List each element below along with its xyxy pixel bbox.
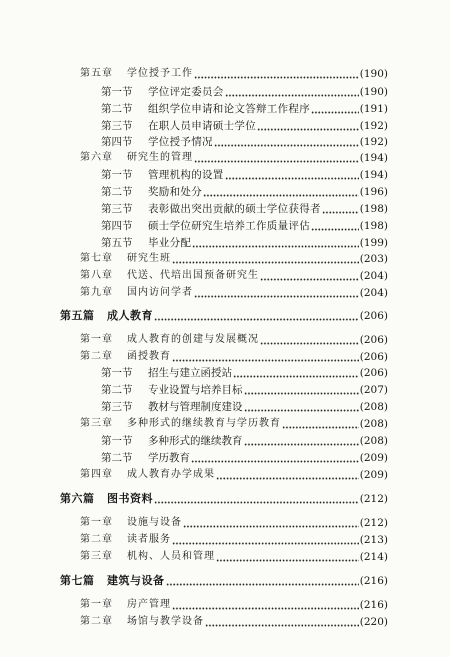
dot-leader xyxy=(214,142,359,148)
dot-leader xyxy=(216,475,359,481)
entry-title: 表彰做出突出贡献的硕士学位获得者 xyxy=(148,203,321,215)
toc-entry-section xyxy=(101,201,388,217)
entry-number: 第一节 xyxy=(101,169,133,181)
entry-number: 第四节 xyxy=(101,220,133,232)
toc-entry-chapter xyxy=(80,251,388,267)
entry-number: 第三节 xyxy=(101,401,133,413)
entry-number: 第一节 xyxy=(101,86,133,98)
toc-entry-chapterL xyxy=(80,332,388,348)
entry-page-number: (206) xyxy=(359,310,388,322)
entry-page-number: (216) xyxy=(359,599,388,611)
entry-title: 学位评定委员会 xyxy=(148,86,224,98)
dot-leader xyxy=(225,175,359,181)
dot-leader xyxy=(311,226,359,232)
entry-title: 成人教育的创建与发展概况 xyxy=(127,334,259,345)
entry-number: 第一章 xyxy=(80,334,113,345)
entry-page-number: (209) xyxy=(359,469,388,481)
toc-entry-chapterL xyxy=(80,349,388,365)
dot-leader xyxy=(194,74,359,80)
toc-entry-sectionL xyxy=(101,382,388,398)
entry-number: 第二章 xyxy=(80,351,113,362)
dot-leader xyxy=(225,92,359,98)
entry-number: 第二节 xyxy=(101,186,133,198)
entry-number: 第二节 xyxy=(101,384,133,396)
toc-entry-chapterL xyxy=(80,515,388,531)
entry-page-number: (207) xyxy=(359,384,388,396)
dot-leader xyxy=(257,126,359,132)
entry-page-number: (208) xyxy=(359,418,388,430)
dot-leader xyxy=(282,424,359,430)
entry-page-number: (190) xyxy=(359,86,388,98)
toc-entry-section xyxy=(101,84,388,100)
entry-title: 奖励和处分 xyxy=(148,186,202,198)
entry-page-number: (208) xyxy=(359,435,388,447)
toc-entry-chapterL xyxy=(80,532,388,548)
toc-entry-section xyxy=(101,101,388,117)
entry-title: 机构、人员和管理 xyxy=(127,551,215,562)
dot-leader xyxy=(194,293,359,299)
entry-number: 第一节 xyxy=(101,367,133,379)
toc-entry-section xyxy=(101,167,388,183)
entry-number: 第二节 xyxy=(101,452,133,464)
entry-page-number: (206) xyxy=(359,367,388,379)
entry-title: 硕士学位研究生培养工作质量评估 xyxy=(148,220,310,232)
dot-leader xyxy=(172,540,359,546)
entry-page-number: (212) xyxy=(359,517,388,529)
entry-title: 招生与建立函授站 xyxy=(148,367,232,379)
toc-entry-sectionL xyxy=(101,433,388,449)
dot-leader xyxy=(154,499,359,505)
entry-title: 成人教育 xyxy=(107,309,153,322)
entry-page-number: (194) xyxy=(359,152,388,164)
entry-title: 学位授予工作 xyxy=(127,68,193,79)
entry-page-number: (206) xyxy=(359,351,388,363)
entry-title: 建筑与设备 xyxy=(107,574,165,587)
entry-page-number: (192) xyxy=(359,120,388,132)
entry-number: 第七篇 xyxy=(60,574,95,587)
dot-leader xyxy=(260,276,359,282)
entry-title: 代送、代培出国预备研究生 xyxy=(127,270,259,281)
dot-leader xyxy=(260,340,359,346)
dot-leader xyxy=(233,373,359,379)
entry-number: 第四节 xyxy=(101,136,133,148)
entry-page-number: (191) xyxy=(359,103,388,115)
entry-page-number: (220) xyxy=(359,616,388,628)
entry-number: 第一章 xyxy=(80,599,113,610)
dot-leader xyxy=(172,357,359,363)
entry-page-number: (213) xyxy=(359,534,388,546)
entry-number: 第七章 xyxy=(80,253,113,264)
entry-page-number: (192) xyxy=(359,136,388,148)
entry-number: 第九章 xyxy=(80,287,113,298)
dot-leader xyxy=(194,158,359,164)
toc-entry-chapter xyxy=(80,268,388,284)
dot-leader xyxy=(216,557,359,563)
entry-number: 第八章 xyxy=(80,270,113,281)
dot-leader xyxy=(183,523,359,529)
toc-entry-chapterL xyxy=(80,614,388,630)
toc-entry-chapter xyxy=(80,285,388,301)
dot-leader xyxy=(205,622,359,628)
entry-number: 第三节 xyxy=(101,203,133,215)
entry-number: 第三章 xyxy=(80,418,113,429)
entry-page-number: (198) xyxy=(359,220,388,232)
entry-page-number: (209) xyxy=(359,452,388,464)
entry-title: 多种形式的继续教育 xyxy=(148,435,243,447)
toc-entry-chapterL xyxy=(80,467,388,483)
entry-number: 第六篇 xyxy=(60,492,95,505)
dot-leader xyxy=(244,441,359,447)
entry-number: 第三节 xyxy=(101,120,133,132)
entry-page-number: (204) xyxy=(359,287,388,299)
toc-entry-sectionL xyxy=(101,450,388,466)
entry-title: 国内访问学者 xyxy=(127,287,193,298)
entry-number: 第一章 xyxy=(80,517,113,528)
entry-number: 第五章 xyxy=(80,68,113,79)
toc-entry-section xyxy=(101,134,388,150)
toc-entry-chapter xyxy=(80,150,388,166)
dot-leader xyxy=(311,109,359,115)
dot-leader xyxy=(244,407,359,413)
entry-title: 组织学位申请和论文答辩工作程序 xyxy=(148,103,310,115)
dot-leader xyxy=(192,243,359,249)
toc-entry-part xyxy=(60,308,388,324)
toc-entry-section xyxy=(101,184,388,200)
entry-title: 学位授予情况 xyxy=(148,136,213,148)
entry-title: 读者服务 xyxy=(127,534,171,545)
entry-page-number: (206) xyxy=(359,334,388,346)
toc-entry-part xyxy=(60,573,388,589)
toc-entry-chapter xyxy=(80,66,388,82)
entry-title: 管理机构的设置 xyxy=(148,169,224,181)
dot-leader xyxy=(244,390,359,396)
entry-number: 第二章 xyxy=(80,534,113,545)
entry-page-number: (212) xyxy=(359,493,388,505)
toc-entry-chapterL xyxy=(80,416,388,432)
entry-title: 多种形式的继续教育与学历教育 xyxy=(127,418,281,429)
entry-title: 毕业分配 xyxy=(148,237,192,249)
entry-number: 第二节 xyxy=(101,103,133,115)
entry-title: 研究生的管理 xyxy=(127,152,193,163)
dot-leader xyxy=(172,259,359,265)
toc-entry-section xyxy=(101,235,388,251)
entry-title: 研究生班 xyxy=(127,253,171,264)
entry-page-number: (196) xyxy=(359,186,388,198)
toc-entry-chapterL xyxy=(80,597,388,613)
entry-number: 第五篇 xyxy=(60,309,95,322)
entry-title: 在职人员申请硕士学位 xyxy=(148,120,256,132)
entry-page-number: (198) xyxy=(359,203,388,215)
entry-title: 教材与管理制度建设 xyxy=(148,401,243,413)
entry-title: 图书资料 xyxy=(107,492,153,505)
entry-title: 房产管理 xyxy=(127,599,171,610)
entry-page-number: (208) xyxy=(359,401,388,413)
entry-page-number: (194) xyxy=(359,169,388,181)
dot-leader xyxy=(203,192,359,198)
toc-entry-chapterL xyxy=(80,549,388,565)
dot-leader xyxy=(166,581,359,587)
entry-number: 第四章 xyxy=(80,469,113,480)
entry-page-number: (199) xyxy=(359,237,388,249)
entry-page-number: (214) xyxy=(359,551,388,563)
entry-title: 学历教育 xyxy=(148,452,190,464)
dot-leader xyxy=(322,209,359,215)
entry-number: 第三章 xyxy=(80,551,113,562)
toc-entry-section xyxy=(101,218,388,234)
toc-entry-sectionL xyxy=(101,399,388,415)
dot-leader xyxy=(154,316,359,322)
entry-title: 场馆与教学设备 xyxy=(127,616,204,627)
toc-entry-section xyxy=(101,118,388,134)
entry-number: 第五节 xyxy=(101,237,133,249)
entry-number: 第二章 xyxy=(80,616,113,627)
entry-title: 专业设置与培养目标 xyxy=(148,384,243,396)
entry-title: 设施与设备 xyxy=(127,517,182,528)
entry-page-number: (216) xyxy=(359,575,388,587)
toc-entry-part xyxy=(60,491,388,507)
entry-page-number: (203) xyxy=(359,253,388,265)
entry-title: 函授教育 xyxy=(127,351,171,362)
toc-entry-sectionL xyxy=(101,365,388,381)
entry-number: 第六章 xyxy=(80,152,113,163)
entry-number: 第一节 xyxy=(101,435,133,447)
entry-title: 成人教育办学成果 xyxy=(127,469,215,480)
dot-leader xyxy=(191,458,359,464)
dot-leader xyxy=(172,605,359,611)
entry-page-number: (204) xyxy=(359,270,388,282)
entry-page-number: (190) xyxy=(359,68,388,80)
